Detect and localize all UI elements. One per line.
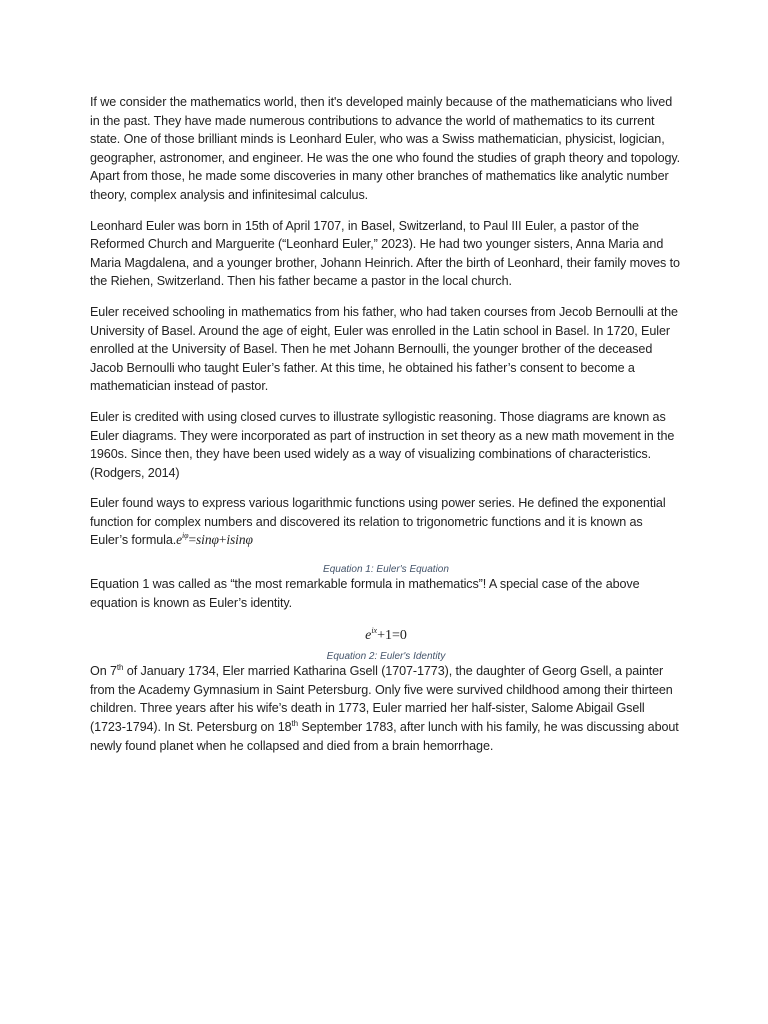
eq2-base: e <box>365 628 372 644</box>
p7-text-b: of January 1734, Eler married Katharina Gsell (1707-1773), the daughter of Georg Gsell, a painter from the Academy Gymnasium in Saint Petersburg. Only five were survived childhood among their thirteen children. Three years after his wife’s death in 1773, Euler married her half-sister, Salome Abigail Gsell (1723-1794). In St. Petersburg on 18 <box>90 664 673 735</box>
paragraph-schooling: Euler received schooling in mathematics from his father, who had taken courses from Jecob Bernoulli at the University of Basel. Around the age of eight, Euler was enrolled in the Latin school in Basel. In 1720, Euler enrolled at the University of Basel. Then he met Johann Bernoulli, the younger brother of the deceased Jacob Bernoulli who taught Euler’s father. At this time, he obtained his father’s consent to become a mathematician instead of pastor. <box>90 304 678 394</box>
p7-text-a: On 7 <box>90 664 117 679</box>
euler-formula-text: Euler found ways to express various logarithmic functions using power series. He defined the exponential function for complex numbers and discovered its relation to trigonometric functions and it is known as Euler’s formula. <box>90 496 666 548</box>
paragraph-euler-diagrams: Euler is credited with using closed curves to illustrate syllogistic reasoning. Those diagrams are known as Euler diagrams. They were incorporated as part of instruction in set theory as a new math movement in the 1960s. Since then, they have been used widely as a way of visualizing combinations of characteristics. (Rodgers, 2014) <box>90 409 675 480</box>
p7-text-c: September 1783, after lunch with his family, he was discussing about newly found planet when he collapsed and died from a brain hemorrhage. <box>90 720 679 753</box>
eq2-one: 1 <box>385 628 392 644</box>
paragraph-euler-formula <box>90 494 682 550</box>
eq1-rhs-a: sinφ <box>196 532 219 548</box>
paragraph-remarkable-formula: Equation 1 was called as “the most remarkable formula in mathematics”! A special case of the above equation is known as Euler’s identity. <box>90 577 640 610</box>
eq2-plus: + <box>377 628 385 644</box>
equation-2 <box>90 626 682 644</box>
eq2-zero: 0 <box>399 628 407 644</box>
paragraph-marriage-death <box>90 662 682 755</box>
eq2-exponent: ix <box>371 626 378 636</box>
eq2-equals: = <box>392 628 400 644</box>
paragraph-birth: Leonhard Euler was born in 15th of April 1707, in Basel, Switzerland, to Paul III Euler, a pastor of the Reformed Church and Marguerite (“Leonhard Euler,” 2023). He had two younger sisters, Anna Maria and Maria Magdalena, and a younger brother, Johann Heinrich. After the birth of Leonhard, their family moves to the Riehen, Switzerland. Then his father became a pastor in the local church. <box>90 218 680 289</box>
equation-1-caption: Equation 1: Euler's Equation <box>323 564 449 576</box>
eq1-exponent: iφ <box>182 531 189 541</box>
eq1-plus: + <box>218 532 227 548</box>
document-page <box>90 93 682 767</box>
p7-superscript-2: th <box>291 719 299 729</box>
eq1-equals: = <box>188 532 197 548</box>
eq1-rhs-b: isinφ <box>226 532 253 548</box>
equation-1-inline <box>176 532 253 547</box>
eq1-base: e <box>176 532 183 548</box>
p7-superscript-1: th <box>116 663 124 673</box>
equation-2-caption: Equation 2: Euler's Identity <box>326 651 446 663</box>
paragraph-introduction: If we consider the mathematics world, then it's developed mainly because of the mathematicians who lived in the past. They have made numerous contributions to advance the world of mathematics to its current state. One of those brilliant minds is Leonhard Euler, who was a Swiss mathematician, physicist, logician, geographer, astronomer, and engineer. He was the one who found the studies of graph theory and topology. Apart from those, he made some discoveries in many other branches of mathematics like analytic number theory, complex analysis and infinitesimal calculus. <box>90 95 681 202</box>
equation-2-expression <box>365 628 407 643</box>
